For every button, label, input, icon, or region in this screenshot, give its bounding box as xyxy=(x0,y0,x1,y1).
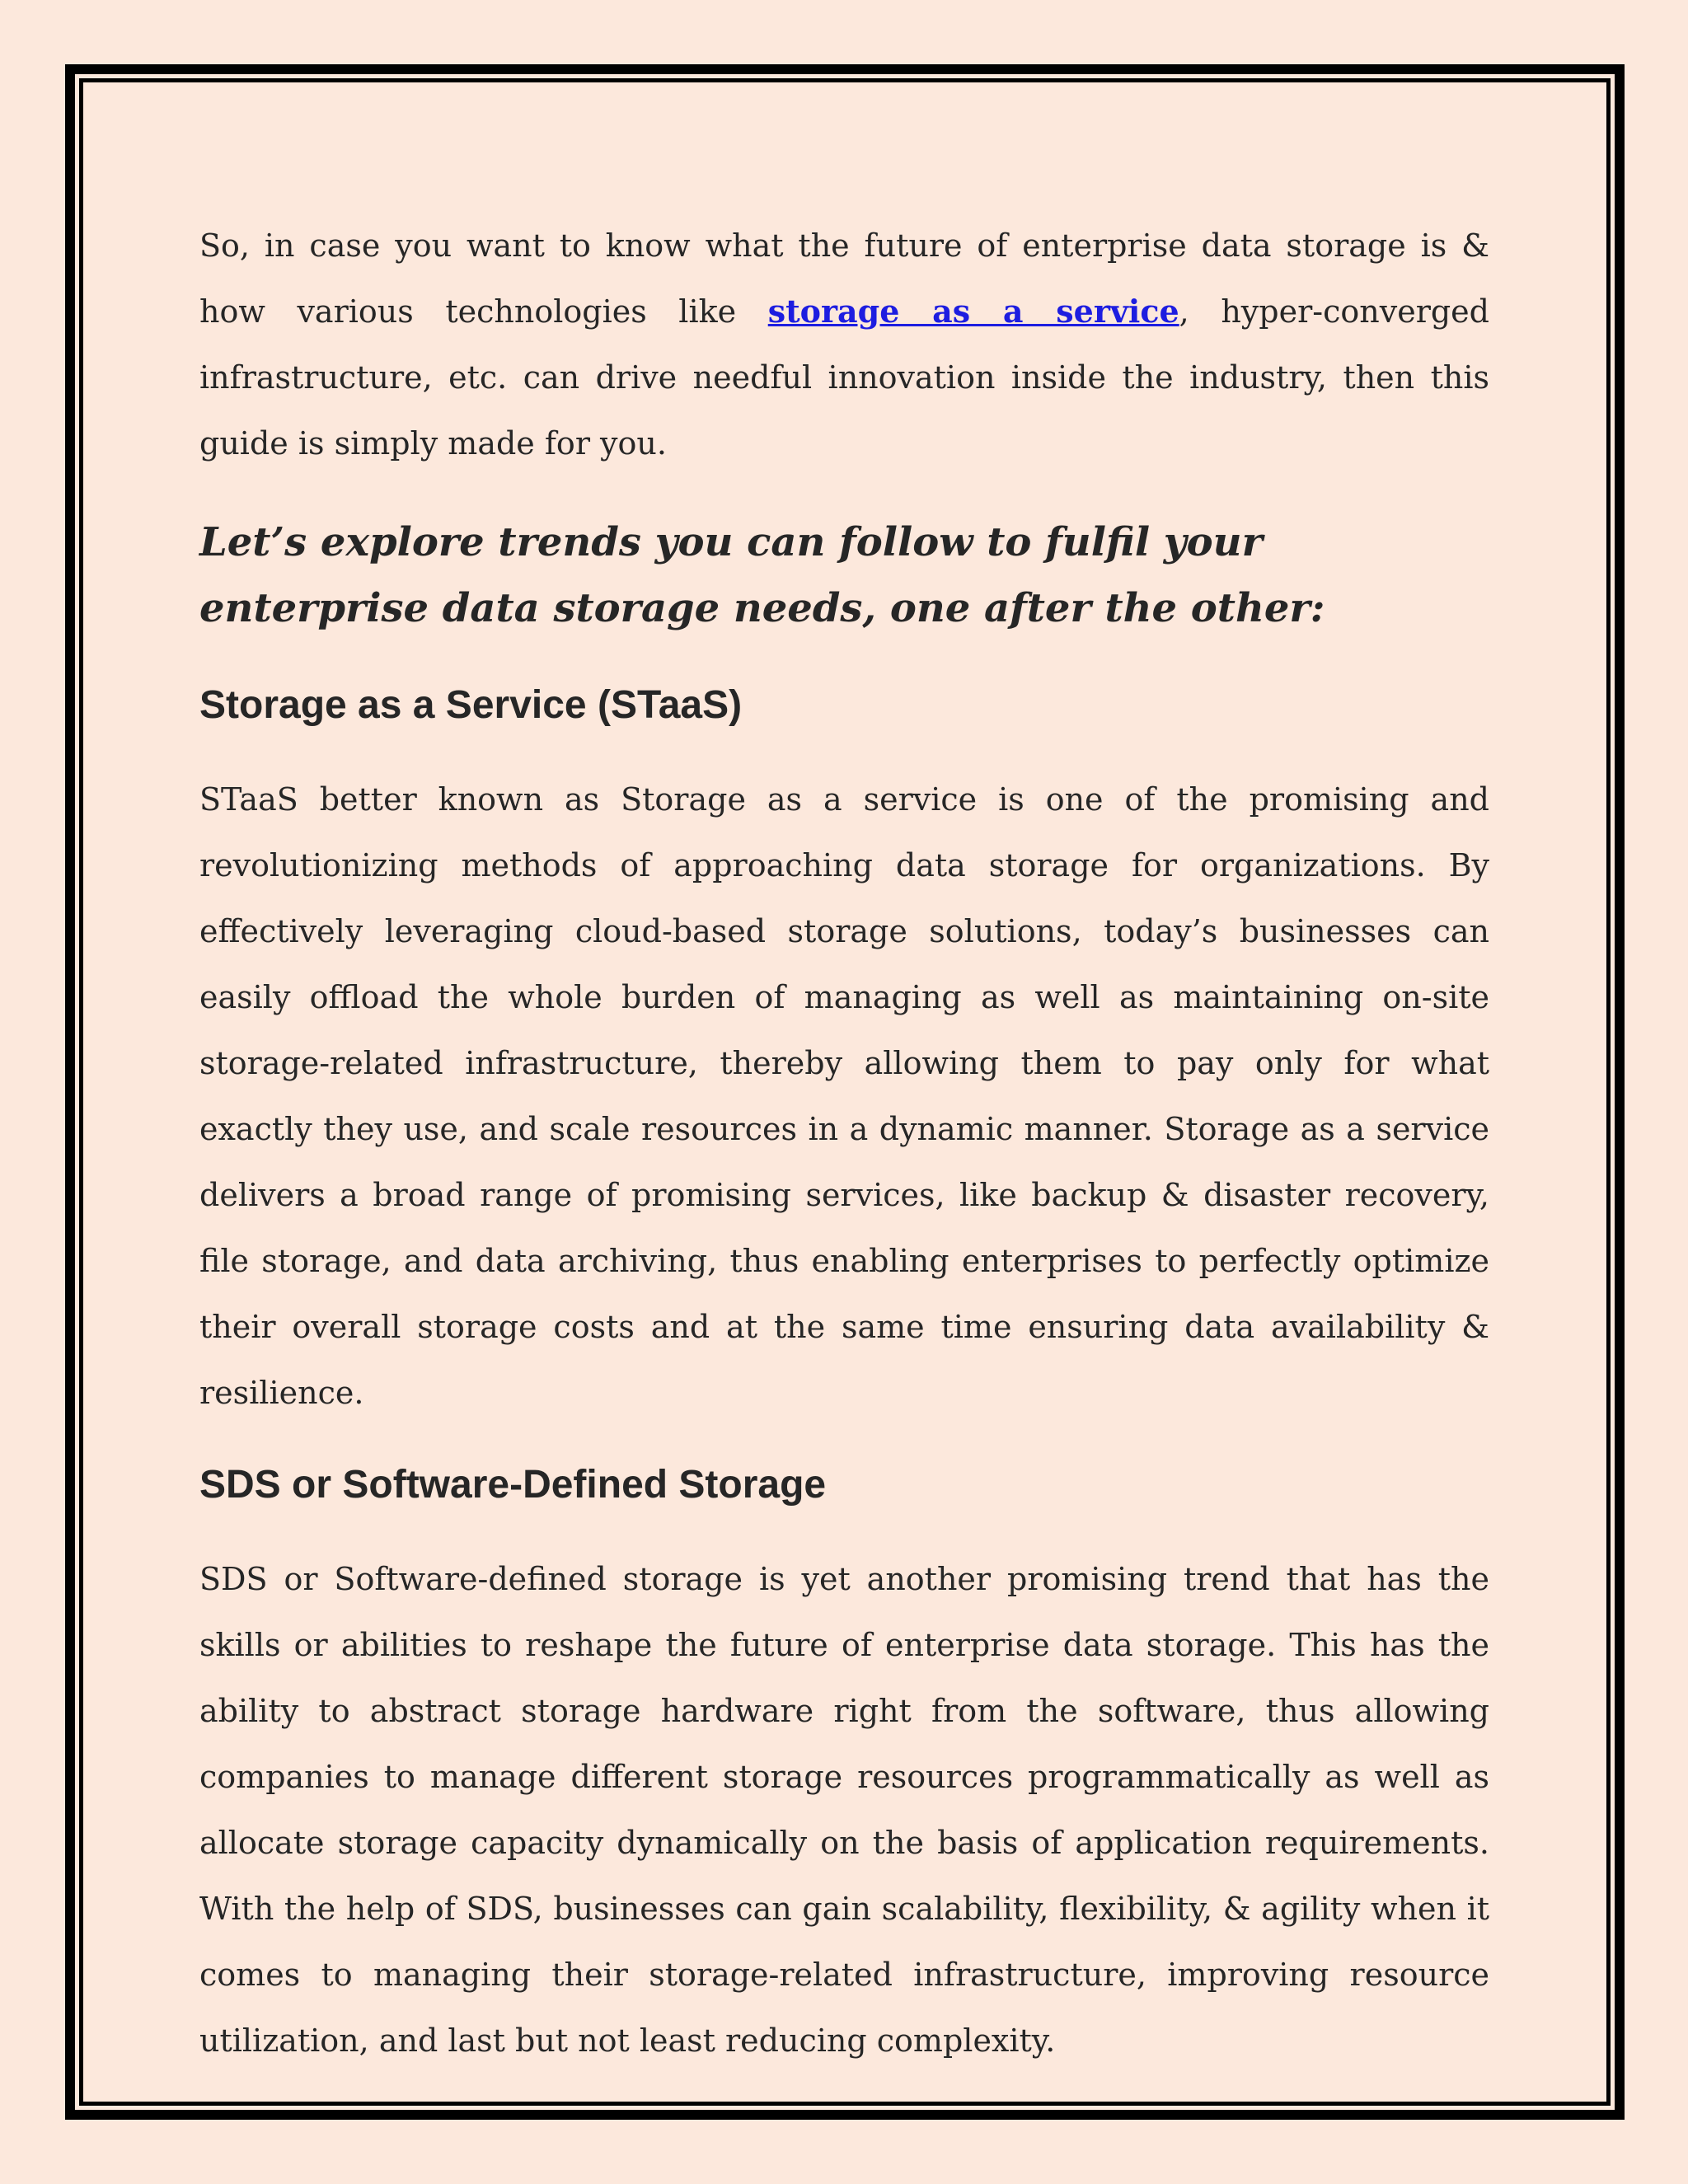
section-body-sds: SDS or Software-defined storage is yet another promising trend that has the skills or abilities to reshape the future of enterprise data storage. This has the ability to abstract storage hardware right from the software, thus allowing companies to manage different storage resources programmatically as well as allocate storage capacity dynamically on the basis of application requirements. With the help of SDS, businesses can gain scalability, flexibility, & agility when it comes to managing their storage-related infrastructure, improving resource utilization, and last but not least reducing complexity. xyxy=(199,1561,1489,2059)
intro-paragraph xyxy=(199,213,1489,476)
explore-heading: Let’s explore trends you can follow to fulfil your enterprise data storage needs, one after the other: xyxy=(199,519,1325,631)
document-content xyxy=(199,213,1489,2074)
intro-text-after-link: , hyper-converged infrastructure, etc. can drive needful innovation inside the industry, then this guide is simply made for you. xyxy=(199,293,1489,462)
storage-as-a-service-link[interactable]: storage as a service xyxy=(767,293,1179,330)
section-body-staas: STaaS better known as Storage as a service is one of the promising and revolutionizing methods of approaching data storage for organizations. By effectively leveraging cloud-based storage solutions, today’s businesses can easily offload the whole burden of managing as well as maintaining on-site storage-related infrastructure, thereby allowing them to pay only for what exactly they use, and scale resources in a dynamic manner. Storage as a service delivers a broad range of promising services, like backup & disaster recovery, file storage, and data archiving, thus enabling enterprises to perfectly optimize their overall storage costs and at the same time ensuring data availability & resilience. xyxy=(199,781,1489,1411)
intro-text-before-link: So, in case you want to know what the future of enterprise data storage is & how various technologies like xyxy=(199,227,1489,330)
section-heading-staas: Storage as a Service (STaaS) xyxy=(199,683,743,727)
section-heading-sds: SDS or Software-Defined Storage xyxy=(199,1463,827,1507)
